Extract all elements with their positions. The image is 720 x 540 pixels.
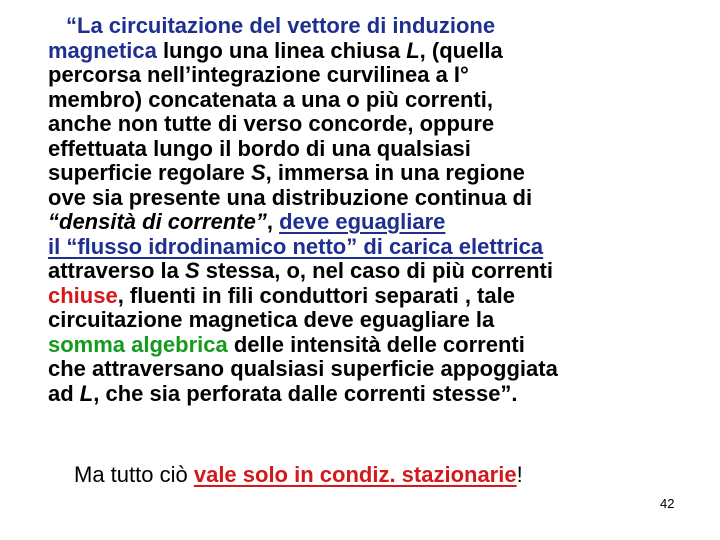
quote-line-6: effettuata lungo il bordo di una qualsiasi [48,135,471,161]
final-remark-highlight: vale solo in condiz. stazionarie [193,462,517,487]
symbol-L: L [406,37,420,63]
quote-line-9-sep: , [266,209,280,234]
quote-line-7 [48,161,710,186]
quote-line-12-tail: , fluenti in fili conduttori separati , tale [117,282,515,308]
symbol-S: S [250,160,266,185]
quote-line-11-tail: stessa, o, nel caso di più correnti [199,258,553,283]
symbol-S-2: S [184,258,200,283]
quote-line-1 [48,14,710,39]
quote-line-12 [48,284,710,309]
quote-densita-di-corrente: “densità di corrente” [48,209,267,234]
quote-line-4: membro) concatenata a una o più correnti, [48,86,493,112]
quote-paragraph [48,14,710,406]
final-remark [74,462,523,488]
quote-deve-eguagliare: deve eguagliare [279,209,446,234]
quote-line-11 [48,259,710,284]
quote-highlight-somma-algebrica: somma algebrica [48,331,228,357]
quote-highlight-magnetica: magnetica [48,37,157,63]
quote-line-16-tail: , che sia perforata dalle correnti stesse”. [93,380,518,406]
quote-line-16-text: ad [48,380,80,406]
quote-line-13: circuitazione magnetica deve eguagliare la [48,307,495,332]
quote-line-14 [48,333,710,358]
quote-line-5: anche non tutte di verso concorde, oppure [48,111,495,136]
symbol-L-2: L [79,380,94,406]
quote-line-2-text: lungo una linea chiusa [156,37,407,63]
quote-line-8: ove sia presente una distribuzione continua di [48,184,533,210]
quote-line-9 [48,210,710,235]
quote-line-7-text: superficie regolare [48,160,251,185]
quote-line-2-tail: , (quella [419,37,503,63]
quote-line-14-tail: delle intensità delle correnti [227,331,525,357]
quote-line-11-text: attraverso la [48,258,185,283]
quote-highlight-chiuse: chiuse [48,282,118,308]
quote-line-10-flusso: il “flusso idrodinamico netto” di carica elettrica [48,233,544,259]
final-remark-exclamation: ! [516,462,523,487]
quote-line-1-text: “La circuitazione del vettore di induzione [66,13,496,38]
quote-line-16 [48,382,710,407]
page-number: 42 [660,496,675,511]
quote-line-15: che attraversano qualsiasi superficie appoggiata [48,356,558,381]
final-remark-text: Ma tutto ciò [74,462,194,487]
quote-line-2 [48,39,710,64]
quote-line-3: percorsa nell’integrazione curvilinea a I° [48,62,469,87]
quote-line-7-tail: , immersa in una regione [265,160,525,185]
